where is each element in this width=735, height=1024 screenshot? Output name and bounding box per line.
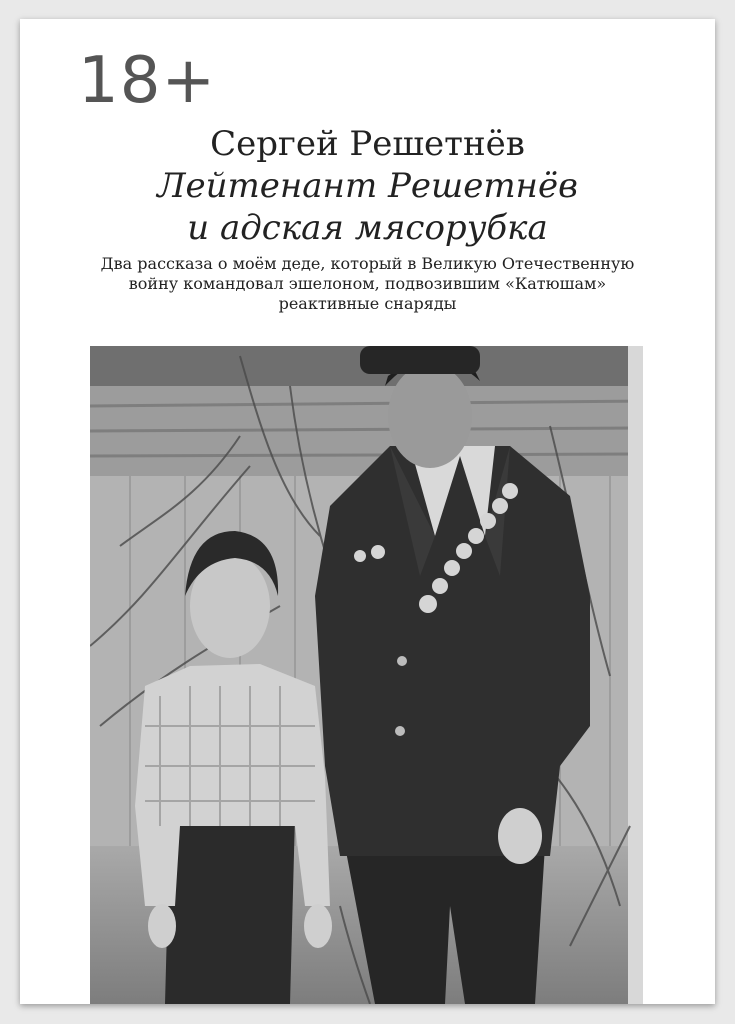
book-cover (20, 19, 715, 1004)
photo-illustration-icon (90, 346, 643, 1004)
book-subtitle (60, 254, 675, 314)
book-title-line-2: и адская мясорубка (187, 208, 548, 248)
author-name: Сергей Решетнёв (210, 124, 525, 164)
age-rating: 18+ (78, 44, 217, 118)
book-title-line-1: Лейтенант Решетнёв (157, 166, 578, 206)
subtitle-line-2: войну командовал эшелоном, подвозившим «Катюшам» (128, 274, 607, 293)
subtitle-line-1: Два рассказа о моём деде, который в Великую Отечественную (100, 254, 635, 273)
subtitle-line-3: реактивные снаряды (278, 294, 457, 313)
cover-photo (90, 346, 643, 1004)
book-title (20, 165, 715, 249)
